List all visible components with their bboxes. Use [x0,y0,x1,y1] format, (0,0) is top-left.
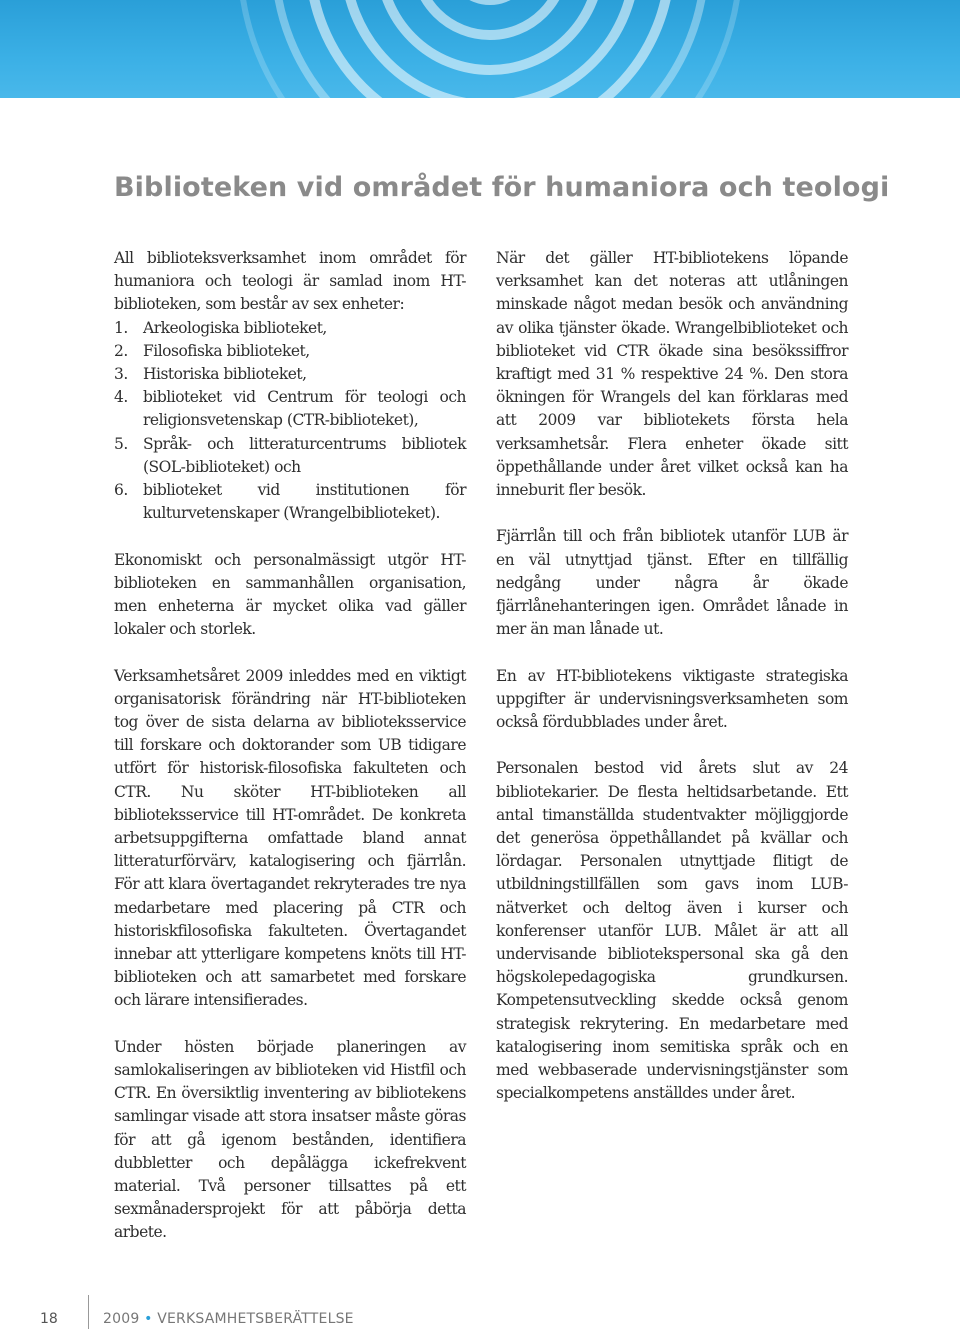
footer-publication: VERKSAMHETSBERÄTTELSE [157,1311,354,1327]
page-title: Biblioteken vid området för humaniora och teologi [114,172,890,203]
body-paragraph: Personalen bestod vid årets slut av 24 bibliotekarier. De flesta heltidsarbetande. Ett antal timanställda studentvakter möjliggjorde det generösa öppethållandet på kvällar och lördagar. Personalen utnyttjade flitigt de utbildningstillfällen som gavs inom LUB-nätverket och deltog även i kurser och konferenser utanför LUB. Målet är att all undervisande bibliotekspersonal ska gå den högskolepedagogiska grundkursen. Kompetensutveckling skedde också genom strategisk rekrytering. En medarbetare med katalogisering inom semitiska språk och en med webbaserade undervisningstjänster som specialkompetens anställdes under året. [496,759,848,1103]
list-item: 1. Arkeologiska biblioteket, [114,318,327,337]
list-item: 6. biblioteket vid institutionen för kulturvetenskaper (Wrangelbiblioteket). [114,481,466,523]
body-paragraph: Ekonomiskt och personalmässigt utgör HT-biblioteken en sammanhållen organisation, men enheterna är mycket olika vad gäller lokaler och storlek. [114,550,466,639]
body-paragraph: Verksamhetsåret 2009 inleddes med en viktigt organisatorisk förändring när HT-biblioteken tog över de sista delarna av biblioteksservice till forskare och doktorander som UB tidigare utfört för historisk-filosofiska fakulteten och CTR. Nu sköter HT-biblioteken all biblioteksservice till HT-området. De konkreta arbetsuppgifterna omfattade bland annat litteraturförvärv, katalogisering och fjärrlån. För att klara övertagandet rekryterades tre nya medarbetare med placering på CTR och historiskfilosofiska fakulteten. Övertagandet innebar att ytterligare kompetens knöts till HT-biblioteken och att samarbetet med forskare och lärare intensifierades. [114,666,466,1010]
body-paragraph: En av HT-bibliotekens viktigaste strategiska uppgifter är undervisningsverksamheten som också fördubblades under året. [496,666,848,732]
list-item: 5. Språk- och litteraturcentrums bibliotek (SOL-biblioteket) och [114,434,466,476]
body-paragraph: Fjärrlån till och från bibliotek utanför LUB är en väl utnyttjad tjänst. Efter en tillfällig nedgång under några år ökade fjärrlånehanteringen igen. Området lånade in mer än man lånade ut. [496,527,848,639]
body-paragraph: När det gäller HT-bibliotekens löpande verksamhet kan det noteras att utlåningen minskade något medan besök och användning av olika tjänster ökade. Wrangelbiblioteket och biblioteket vid CTR ökade sina besökssiffror kraftigt med 31 % respektive 24 %. Den stora ökningen för Wrangels del kan förklaras med att 2009 var bibliotekets första hela verksamhetsår. Flera enheter ökade sitt öppethållande under året vilket också kan ha inneburit fler besök. [496,249,848,500]
list-item: 2. Filosofiska biblioteket, [114,341,310,360]
body-paragraph: Under hösten började planeringen av samlokaliseringen av biblioteken vid Histfil och CTR. En översiktlig inventering av bibliotekens samlingar visade att stora insatser måste göras för att gå igenom bestånden, identifiera dubbletter och depålägga ickefrekvent material. Två personer tillsattes på ett sexmånadersprojekt för att påbörja detta arbete. [114,1037,466,1242]
right-column [496,247,848,1129]
footer-title [103,1311,354,1327]
page-number: 18 [40,1311,58,1327]
left-column [114,247,466,1268]
list-item: 3. Historiska biblioteket, [114,365,307,384]
page-footer [0,1311,960,1329]
intro-paragraph: All biblioteksverksamhet inom området för humaniora och teologi är samlad inom HT-biblioteken, som består av sex enheter: [114,249,466,314]
library-units-list [114,317,466,526]
footer-year: 2009 [103,1311,140,1327]
list-item: 4. biblioteket vid Centrum för teologi och religionsvetenskap (CTR-biblioteket), [114,388,466,430]
concentric-rings-graphic [0,0,960,98]
bullet-icon: • [144,1311,153,1327]
header-banner [0,0,960,98]
